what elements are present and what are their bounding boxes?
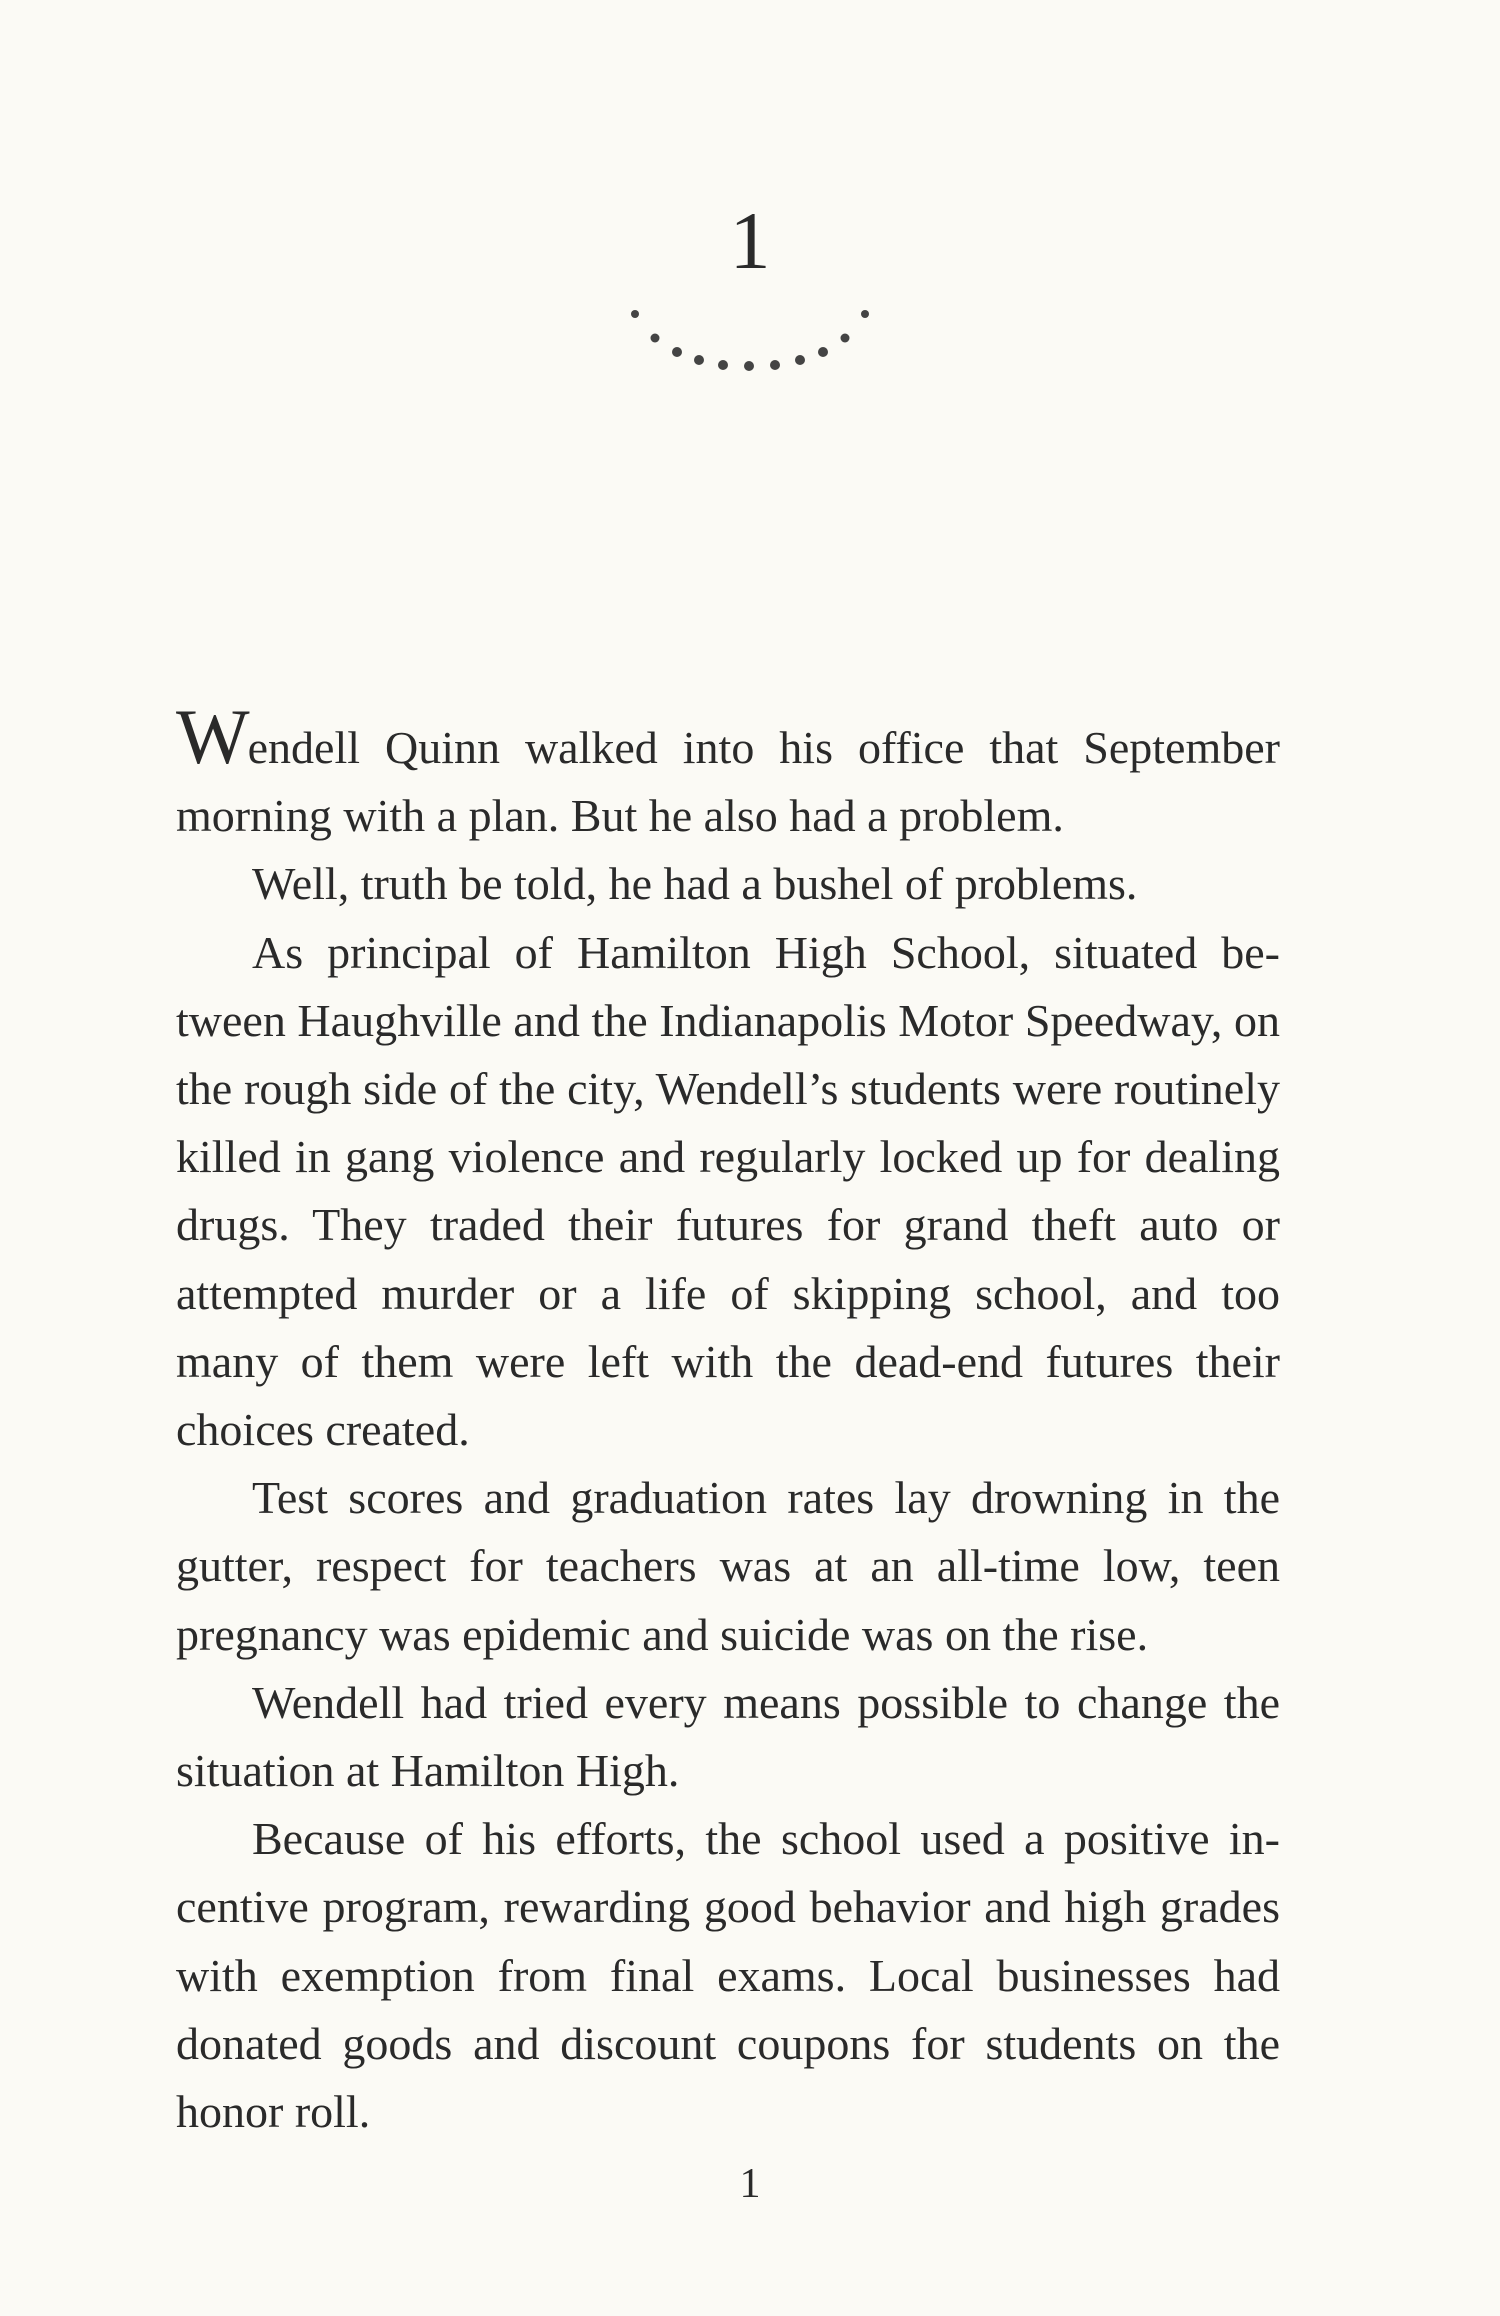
paragraph: Well, truth be told, he had a bushel of problems. <box>252 858 1138 910</box>
chapter-ornament <box>625 300 875 400</box>
chapter-number: 1 <box>729 195 771 286</box>
page-number: 1 <box>739 2161 761 2207</box>
paragraph: Wendell had tried every means possible to change the situation at Hamilton High. <box>176 1676 1280 1797</box>
paragraph: As principal of Hamilton High School, situated between Haughville and the Indianapolis Motor Speedway, on the rough side of the city, Wendell’s students were routinely killed in gang violence and regularly locked up for dealing drugs. They traded their futures for grand theft auto or attempted murder or a life of skipping school, and too many of them were left with the dead-end futures their choices created. <box>176 926 1280 1456</box>
drop-cap: W <box>176 693 248 780</box>
paragraph: Test scores and graduation rates lay drowning in the gutter, respect for teachers was at an all-time low, teen pregnancy was epidemic and suicide was on the rise. <box>176 1472 1280 1660</box>
chapter-text <box>176 693 1280 2146</box>
paragraph <box>176 693 1280 850</box>
paragraph-text: endell Quinn walked into his office that September morning with a plan. But he also had a problem. <box>176 722 1280 842</box>
paragraph: Because of his efforts, the school used a positive incentive program, rewarding good behavior and high grades with exemption from final exams. Local businesses had donated goods and discount coupons for students on the honor roll. <box>176 1813 1280 2138</box>
